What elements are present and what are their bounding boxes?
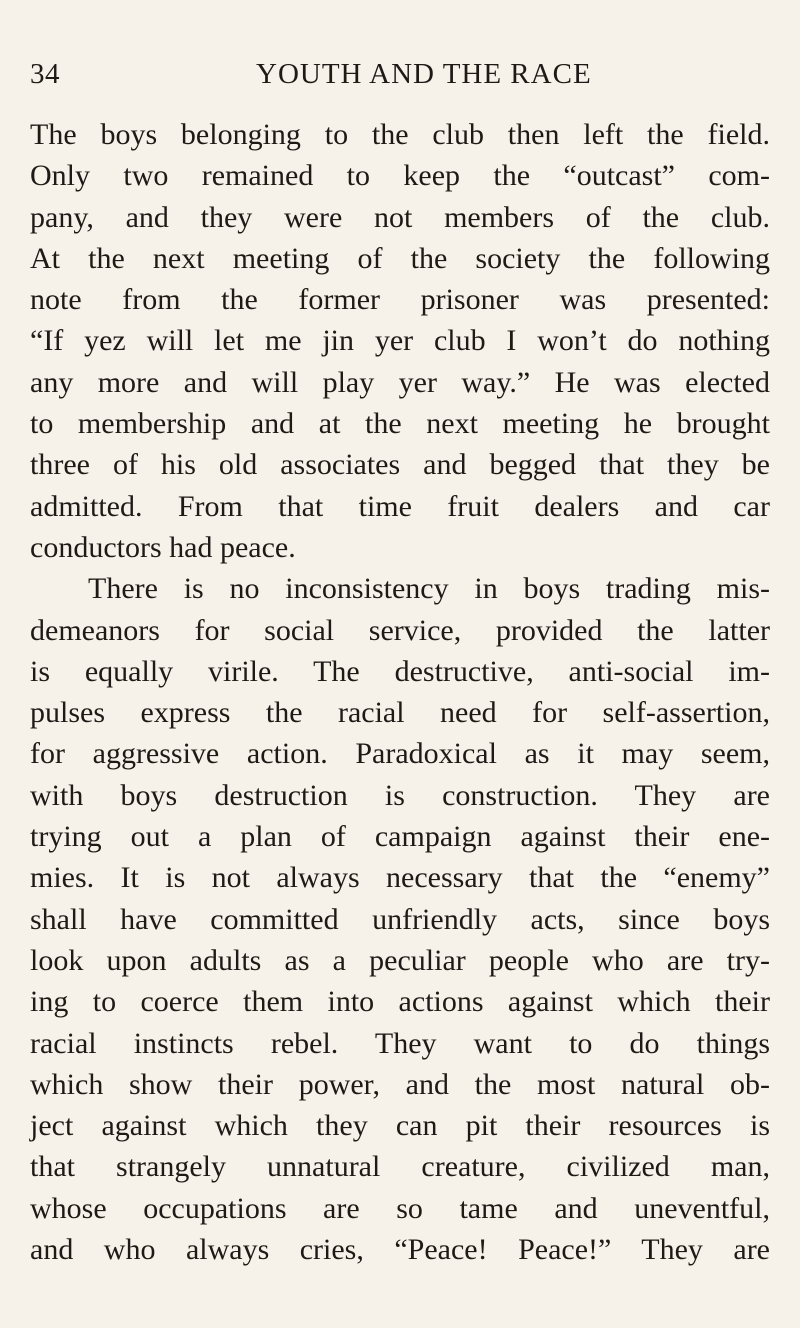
body-text bbox=[30, 114, 770, 1270]
text-line: demeanors for social service, provided the latter bbox=[30, 613, 770, 647]
text-line: whose occupations are so tame and uneventful, bbox=[30, 1191, 770, 1225]
text-line: “If yez will let me jin yer club I won’t do nothing bbox=[30, 324, 770, 358]
text-line: look upon adults as a peculiar people who are try- bbox=[30, 943, 770, 977]
page-number: 34 bbox=[30, 58, 60, 90]
running-title: YOUTH AND THE RACE bbox=[256, 58, 592, 90]
text-line: which show their power, and the most natural ob- bbox=[30, 1067, 770, 1101]
text-line: shall have committed unfriendly acts, since boys bbox=[30, 902, 770, 936]
text-line: The boys belonging to the club then left the field. bbox=[30, 118, 770, 151]
text-line: pulses express the racial need for self-assertion, bbox=[30, 696, 770, 730]
text-line: any more and will play yer way.” He was elected bbox=[30, 365, 770, 399]
text-line: ing to coerce them into actions against which their bbox=[30, 985, 770, 1019]
text-line: note from the former prisoner was presented: bbox=[30, 283, 770, 317]
text-line: racial instincts rebel. They want to do things bbox=[30, 1026, 770, 1060]
text-line: with boys destruction is construction. They are bbox=[30, 778, 770, 812]
running-head bbox=[30, 58, 770, 98]
text-line: mies. It is not always necessary that the “enemy” bbox=[30, 861, 770, 895]
text-line: is equally virile. The destructive, anti-social im- bbox=[30, 654, 770, 688]
text-line: pany, and they were not members of the club. bbox=[30, 200, 770, 234]
text-line: ject against which they can pit their resources is bbox=[30, 1109, 770, 1143]
text-line: three of his old associates and begged that they be bbox=[30, 448, 770, 482]
text-line: and who always cries, “Peace! Peace!” They are bbox=[30, 1233, 770, 1267]
text-line: At the next meeting of the society the following bbox=[30, 241, 770, 275]
text-line: that strangely unnatural creature, civilized man, bbox=[30, 1150, 770, 1184]
text-line: Only two remained to keep the “outcast” com- bbox=[30, 159, 770, 193]
text-line: There is no inconsistency in boys trading mis- bbox=[88, 572, 770, 606]
text-line: for aggressive action. Paradoxical as it may seem, bbox=[30, 737, 770, 771]
text-line: conductors had peace. bbox=[30, 530, 296, 564]
text-line: admitted. From that time fruit dealers and car bbox=[30, 489, 770, 523]
text-line: trying out a plan of campaign against their ene- bbox=[30, 820, 770, 854]
text-line: to membership and at the next meeting he brought bbox=[30, 407, 770, 441]
